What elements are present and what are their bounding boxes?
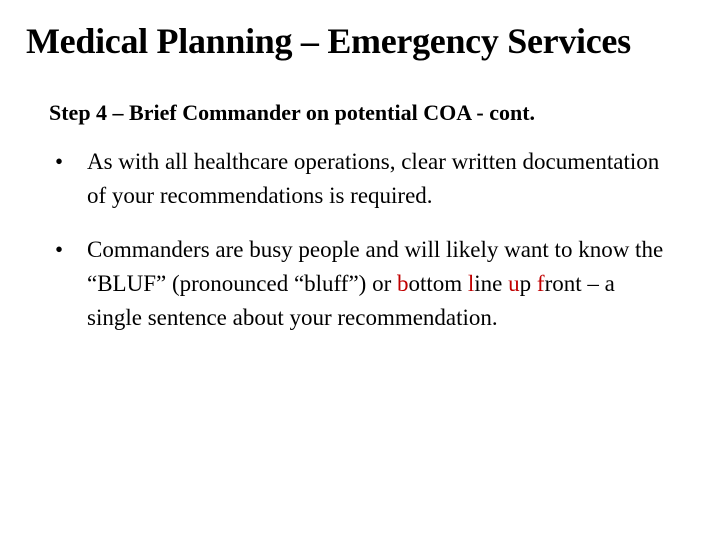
slide-title: Medical Planning – Emergency Services (26, 21, 631, 61)
bluf-word-front: ront – a single sentence about your recommendation. (87, 271, 615, 330)
bullet-item-documentation (55, 145, 675, 213)
bluf-letter-l: l (467, 271, 475, 296)
bluf-letter-b: b (396, 271, 409, 296)
bluf-letter-f: f (536, 271, 545, 296)
bluf-intro-text: Commanders are busy people and will likely want to know the “BLUF” (pronounced “bluff”) or (87, 237, 664, 296)
bullet-icon: • (55, 237, 64, 262)
bullet-list (55, 145, 675, 355)
slide-subtitle: Step 4 – Brief Commander on potential COA - cont. (49, 100, 536, 125)
bluf-word-line: ine (474, 271, 509, 296)
bullet-icon: • (55, 149, 64, 174)
bullet-text (87, 237, 663, 330)
bluf-word-bottom: ottom (408, 271, 468, 296)
bluf-letter-u: u (508, 271, 520, 296)
bullet-item-bluf (55, 233, 675, 335)
bullet-text: As with all healthcare operations, clear written documentation of your recommendations is required. (87, 149, 660, 208)
bluf-word-up: p (519, 271, 537, 296)
